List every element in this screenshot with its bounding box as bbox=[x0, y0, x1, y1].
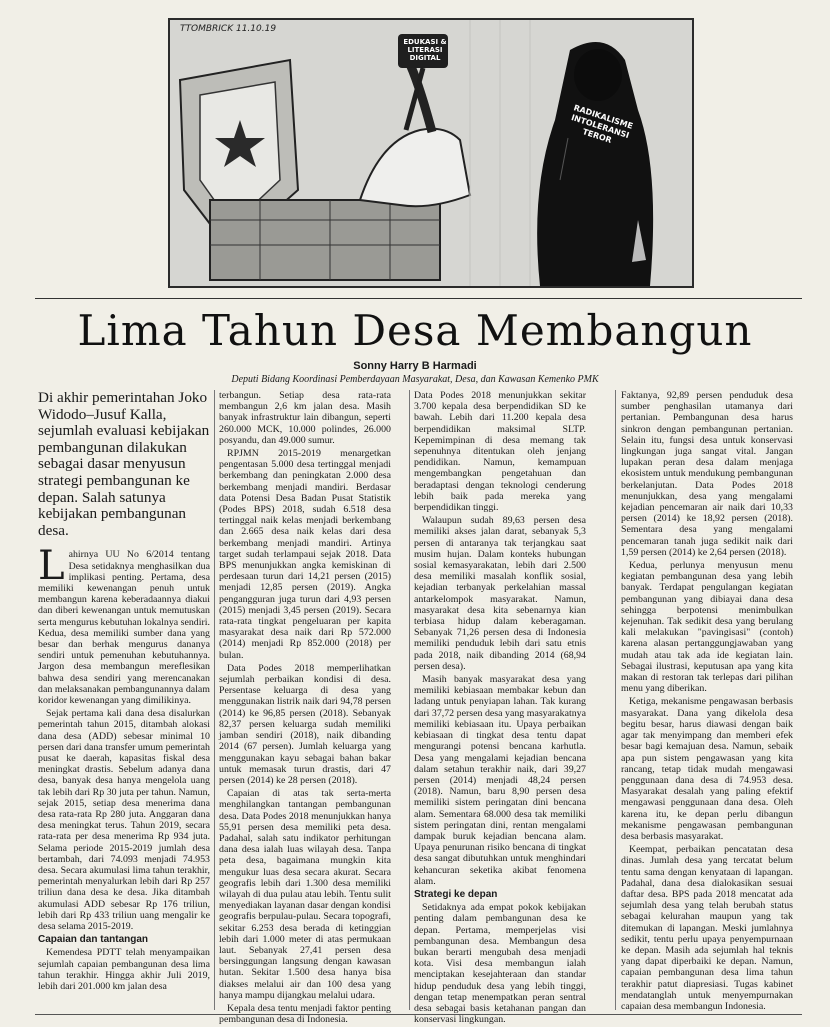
paragraph: Capaian di atas tak serta-merta menghilangkan tantangan pembangunan desa. Data Podes 2018 menunjukkan hanya 55,91 persen desa memiliki peta desa. Padahal, salah satu indikator perhitungan dana desa ialah luas wilayah desa. Tanpa peta desa, bagaimana mungkin kita mengukur luas desa secara akurat. Secara geografis lebih dari 1.300 desa memiliki wilayah di dua pulau atau lebih. Tentu sulit menyediakan layanan dasar dengan kondisi geografis berpulau-pulau. Secara topografi, sekitar 6.253 desa berada di ketinggian lebih dari 1.000 meter di atas permukaan laut. Sebanyak 27,41 persen desa bersinggungan langsung dengan kawasan hutan. Sekitar 1.500 desa hanya bisa diakses melalui air dan 100 desa yang hanya mampu dijangkau melalui udara. bbox=[219, 788, 391, 1001]
top-divider bbox=[35, 298, 802, 299]
cartoonist-signature: TTOMBRICK 11.10.19 bbox=[180, 24, 277, 34]
paragraph: Kedua, perlunya menyusun menu kegiatan pembangunan desa yang lebih banyak. Terdapat pengulangan kegiatan pembangunan yang dibiayai dana desa sehingga berpotensi menimbulkan kejenuhan. Tak sedikit desa yang berulang kali melakukan "pavingisasi" (contoh) karena alasan pertanggungjawaban yang mudah atau tak ada ide kegiatan lain. Sebagai ilustrasi, keputusan apa yang kita makan di restoran tak terlepas dari pilihan menu yang diberikan. bbox=[621, 560, 793, 695]
paragraph: terbangun. Setiap desa rata-rata membangun 2,6 km jalan desa. Masih banyak infrastruktur lain dibangun, seperti 260.000 MCK, 10.000 polindes, 26.000 posyandu, dan 49.000 sumur. bbox=[219, 390, 391, 446]
section-heading: Strategi ke depan bbox=[414, 888, 498, 900]
drop-cap: L bbox=[38, 543, 65, 590]
column-3 bbox=[414, 390, 586, 1027]
paragraph: Kemendesa PDTT telah menyampaikan sejumlah capaian pembangunan desa lima tahun terakhir. Hingga akhir Juli 2019, lebih dari 201.000 km jalan desa bbox=[38, 947, 210, 993]
hammer-label: EDUKASI & LITERASI DIGITAL bbox=[403, 38, 447, 62]
article-title: Lima Tahun Desa Membangun bbox=[77, 306, 753, 355]
article-body bbox=[38, 389, 795, 1026]
author-affiliation: Deputi Bidang Koordinasi Pemberdayaan Masyarakat, Desa, dan Kawasan Kemenko PMK bbox=[231, 374, 599, 385]
paragraph: Sejak pertama kali dana desa disalurkan pemerintah tahun 2015, ditambah alokasi dana desa (ADD) sebesar minimal 10 persen dari dana transfer umum pemerintah pusat ke daerah, kapasitas fiskal desa meningkat drastis. Sebelum adanya dana desa, banyak desa hanya mengelola uang tak lebih dari Rp 30 juta per tahun. Namun, sejak 2015, setiap desa menerima dana desa rata-rata Rp 280 juta. Anggaran dana desa meningkat terus. Tahun 2019, secara rata-rata per desa menerima Rp 934 juta. Selama periode 2015-2019 jumlah desa bertambah, dari 74.093 menjadi 74.953 desa. Secara akumulasi lima tahun terakhir, pemerintah menyalurkan lebih dari Rp 257 triliun dana desa ke desa. Jika ditambah akumulasi ADD sebesar Rp 176 triliun, lebih dari Rp 433 triliun uang mengalir ke desa selama 2015-2019. bbox=[38, 708, 210, 933]
column-1 bbox=[38, 390, 210, 994]
article-lede: Di akhir pemerintahan Joko Widodo–Jusuf Kalla, sejumlah evaluasi kebijakan pembangunan dilakukan sebagai dasar menyusun strategi pembangunan ke depan. Salah satunya kebijakan pembangunan desa. bbox=[38, 389, 210, 539]
column-2 bbox=[219, 390, 391, 1027]
paragraph: Data Podes 2018 menunjukkan sekitar 3.700 kepala desa berpendidikan SD ke bawah. Lebih dari 11.200 kepala desa berpendidikan maksimal SLTP. Kepemimpinan di desa memang tak sepenuhnya ditentukan oleh jenjang pendidikan. Namun, kemampuan mengembangkan pengetahuan dan beradaptasi dengan teknologi cenderung lebih baik pada mereka yang berpendidikan tinggi. bbox=[414, 390, 586, 514]
paragraph: Faktanya, 92,89 persen penduduk desa sumber penghasilan utamanya dari pertanian. Pembangunan desa harus sinkron dengan pembangunan pertanian. Selain itu, fungsi desa untuk konservasi lingkungan juga sangat vital. Jangan lupakan peran desa dalam menjaga ekosistem untuk mendukung pembangunan berkelanjutan. Data Podes 2018 menunjukkan, desa yang mengalami kejadian pencemaran air naik dari 10,33 persen (2014) ke 18,92 persen (2018). Sementara desa yang mengalami pencemaran tanah juga sedikit naik dari 1,59 persen (2014) ke 2,64 persen (2018). bbox=[621, 390, 793, 558]
paragraph: Setidaknya ada empat pokok kebijakan penting dalam pembangunan desa ke depan. Pertama, memperjelas visi pembangunan desa. Membangun desa bukan berarti mengubah desa menjadi kota. Visi desa membangun ialah menciptakan kesejahteraan dan standar hidup penduduk desa yang lebih tinggi, dengan tetap menempatkan peran sentral desa sebagai basis ketahanan pangan dan konservasi lingkungan. bbox=[414, 902, 586, 1026]
paragraph: Kepala desa tentu menjadi faktor penting pembangunan desa di Indonesia. bbox=[219, 1002, 391, 1026]
column-4 bbox=[621, 390, 793, 1014]
paragraph: Lahirnya UU No 6/2014 tentang Desa setidaknya menghasilkan dua implikasi penting. Pertama, desa memiliki kewenangan penuh untuk membangun karena keberadaannya diakui dan diberi kewenangan untuk memutuskan serta mengurus kebutuhan lokalnya sendiri. Kedua, desa memiliki sumber dana yang besar dan berhak mengurus dananya sendiri untuk pemenuhan kebutuhannya. Jargon desa membangun mereflesikan bahwa desa sendiri yang merencanakan dan melaksanakan pembangunannya dalam koridor kewenangan yang dimilikinya. bbox=[38, 543, 210, 706]
paragraph: RPJMN 2015-2019 menargetkan pengentasan 5.000 desa tertinggal menjadi berkembang dan peningkatan 2.000 desa berkembang menjadi mandiri. Berdasar data Potensi Desa Badan Pusat Statistik (Podes BPS) 2018, sudah 6.518 desa tertinggal naik kelas menjadi berkembang dan 2.665 desa naik kelas dari desa berkembang menjadi mandiri. Artinya target sudah terlampaui sejak 2018. Data BPS menunjukkan angka kemiskinan di perdesaan turun dari 14,21 persen (2015) menjadi 12,85 persen (2019). Angka pengangguran juga turun dari 4,93 persen (2015) menjadi 3,45 persen (2019). Secara rata-rata tingkat pengeluaran per kapita masyarakat desa naik dari Rp 572.000 (2014) menjadi Rp 852.000 (2018) per bulan. bbox=[219, 448, 391, 661]
author-name: Sonny Harry B Harmadi bbox=[353, 360, 477, 372]
paragraph: Keempat, perbaikan pencatatan desa dinas. Jumlah desa yang tercatat belum tentu sama dengan kenyataan di lapangan. Padahal, dana desa dialokasikan sesuai daftar desa. BPS pada 2018 mencatat ada sejumlah desa yang telah berubah status sebagai kelurahan maupun yang tak ditemukan di lapangan. Meski jumlahnya sedikit, tentu perlu upaya penyempurnaan ke depan. Masih ada sejumlah hal teknis yang dapat diperbaiki ke depan. Namun, capaian pembangunan desa lima tahun terakhir patut diapresiasi. Tugas kabinet mendatanglah untuk menyempurnakan capaian desa membangun Indonesia. bbox=[621, 844, 793, 1012]
editorial-cartoon bbox=[168, 18, 694, 288]
paragraph: Walaupun sudah 89,63 persen desa memiliki akses jalan darat, sebanyak 5,3 persen di antaranya tak terjangkau saat musim hujan. Dalam konteks hubungan sosial kemasyarakatan, lebih dari 2.500 desa memiliki masalah konflik sosial, kejadian terbanyak perkelahian massal antarkelompok masyarakat. Namun, masyarakat desa kita sebenarnya kian terbiasa hidup dalam keberagaman. Sebanyak 71,26 persen desa di Indonesia memiliki penduduk lebih dari satu etnis pada 2018, naik dibanding 2014 (68,94 persen desa). bbox=[414, 515, 586, 672]
paragraph: Data Podes 2018 memperlihatkan sejumlah perbaikan kondisi di desa. Persentase keluarga di desa yang menggunakan listrik naik dari 94,78 persen (2014) ke 96,85 persen (2018). Sebanyak 82,37 persen keluarga sudah memiliki jamban sendiri (2018), naik dibanding 2014 (67 persen). Jumlah keluarga yang menggunakan kayu sebagai bahan bakar untuk memasak turun drastis, dari 47 persen (2014) ke 28 persen (2018). bbox=[219, 662, 391, 786]
section-heading: Capaian dan tantangan bbox=[38, 934, 149, 946]
bottom-divider bbox=[35, 1014, 802, 1015]
figure-label: RADIKALISME INTOLERANSI TEROR bbox=[570, 103, 634, 145]
paragraph: Masih banyak masyarakat desa yang memiliki kebiasaan membakar kebun dan ladang untuk penyiapan lahan. Tak kurang dari 37,72 persen desa yang masyarakatnya memiliki kebiasaan itu. Upaya perbaikan kebiasaan di tingkat desa tentu dapat mengurangi potensi bencana karhutla. Desa yang mengalami kejadian bencana dalam setahun terakhir naik, dari 39,27 persen (2014) menjadi 48,24 persen (2018). Namun, baru 8,90 persen desa memiliki sistem peringatan dini bencana alam. Sementara 68.000 desa tak memiliki sistem peringatan dini, rentan mengalami dampak buruk kejadian bencana alam. Upaya penurunan risiko bencana di tingkat desa sangat dibutuhkan untuk menghindari kehancuran seketika akibat fenomena alam. bbox=[414, 674, 586, 887]
paragraph: Ketiga, mekanisme pengawasan berbasis masyarakat. Dana yang dikelola desa begitu besar, harus diawasi dengan baik agar tak menyimpang dan memberi efek besar bagi kemajuan desa. Namun, sebaik apa pun sistem pengawasan yang kita rancang, tetap tidak mudah mengawasi penggunaan dana desa di 74.953 desa. Masyarakat desalah yang paling efektif mengawasi penggunaan dana desa. Oleh karena itu, ke depan perlu dibangun mekanisme pengawasan pembangunan desa berbasis masyarakat. bbox=[621, 696, 793, 842]
